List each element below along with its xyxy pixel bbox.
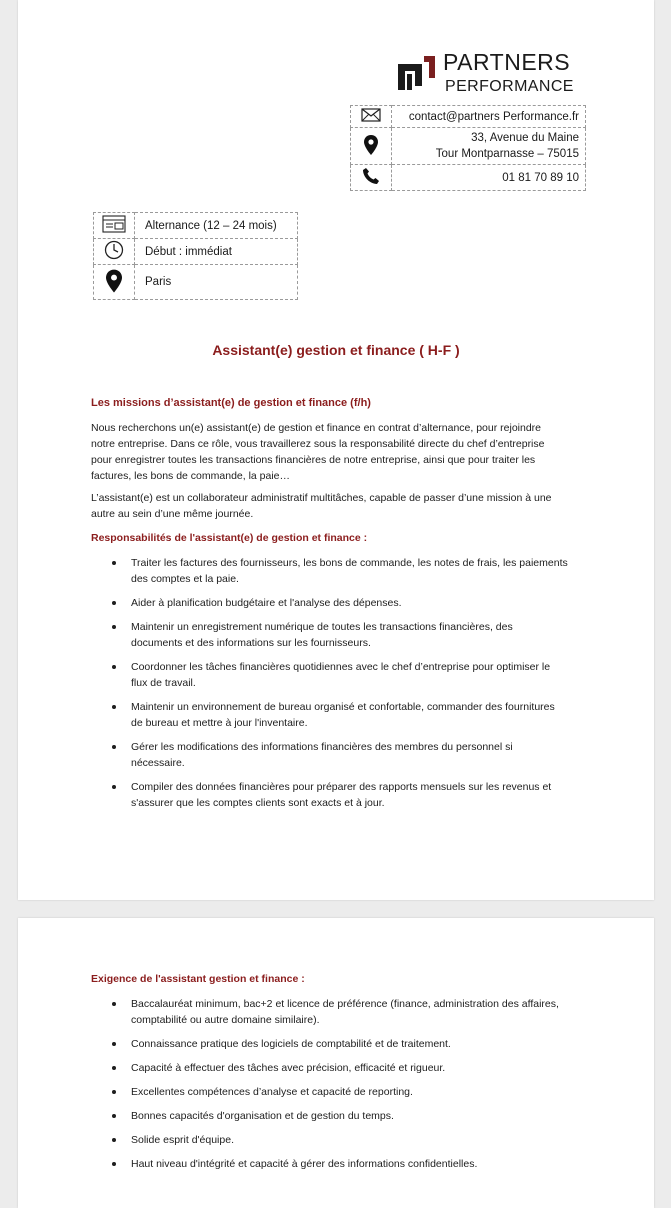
company-logo	[398, 50, 598, 100]
partners-logo-icon	[398, 54, 438, 94]
brand-name-line2: PERFORMANCE	[445, 78, 574, 95]
text-line: L’assistant(e) est un collaborateur administratif multitâches, capable de passer d’une mission à une	[91, 492, 552, 504]
list-item: Connaissance pratique des logiciels de comptabilité et de traitement.	[91, 1036, 591, 1052]
document-page-2	[18, 918, 654, 1208]
list-item: Solide esprit d'équipe.	[91, 1132, 591, 1148]
document-page-1	[18, 0, 654, 900]
text-line: Nous recherchons un(e) assistant(e) de gestion et finance en contrat d’alternance, pour rejoindre	[91, 422, 542, 434]
exigences-list	[91, 996, 591, 1180]
text-line: pour enregistrer toutes les transactions financières de notre entreprise, ainsi que pour traiter les	[91, 454, 536, 466]
location-pin-icon	[351, 128, 392, 165]
page-title: Assistant(e) gestion et finance ( H-F )	[212, 342, 460, 358]
list-item: Aider à planification budgétaire et l'analyse des dépenses.	[91, 595, 591, 611]
job-start: Début : immédiat	[135, 239, 298, 265]
list-item: Maintenir un enregistrement numérique de toutes les transactions financières, des documents et des informations sur les fournisseurs.	[91, 619, 591, 651]
missions-paragraph-1	[91, 420, 591, 484]
text-line: notre entreprise. Dans ce rôle, vous travaillerez sous la responsabilité directe du chef d’entreprise	[91, 438, 545, 450]
job-contract: Alternance (12 – 24 mois)	[135, 213, 298, 239]
address-line-2: Tour Montparnasse – 75015	[435, 148, 579, 160]
location-pin-icon	[94, 265, 135, 300]
text-line: autre au sein d’une même journée.	[91, 508, 254, 520]
job-location: Paris	[135, 265, 298, 300]
envelope-icon	[351, 106, 392, 128]
contact-table	[350, 105, 586, 191]
responsabilites-heading: Responsabilités de l'assistant(e) de gestion et finance :	[91, 532, 368, 544]
missions-heading: Les missions d’assistant(e) de gestion et finance (f/h)	[91, 397, 371, 409]
contact-address	[392, 128, 586, 165]
list-item: Gérer les modifications des informations financières des membres du personnel si nécessaire.	[91, 739, 591, 771]
job-summary-table	[93, 212, 298, 300]
responsabilites-list	[91, 555, 591, 819]
list-item: Coordonner les tâches financières quotidiennes avec le chef d’entreprise pour optimiser le flux de travail.	[91, 659, 591, 691]
list-item: Baccalauréat minimum, bac+2 et licence de préférence (finance, administration des affaires, comptabilité ou autre domaine similaire).	[91, 996, 591, 1028]
list-item: Haut niveau d'intégrité et capacité à gérer des informations confidentielles.	[91, 1156, 591, 1172]
phone-icon	[351, 165, 392, 191]
list-item: Excellentes compétences d’analyse et capacité de reporting.	[91, 1084, 591, 1100]
exigences-heading: Exigence de l'assistant gestion et finance :	[91, 973, 305, 985]
brand-name-line1: PARTNERS	[443, 49, 571, 75]
list-item: Traiter les factures des fournisseurs, les bons de commande, les notes de frais, les paiements des comptes et la paie.	[91, 555, 591, 587]
address-line-1: 33, Avenue du Maine	[471, 132, 579, 144]
list-item: Maintenir un environnement de bureau organisé et confortable, commander des fournitures de bureau et mettre à jour l'inventaire.	[91, 699, 591, 731]
text-line: factures, les bons de commande, la paie…	[91, 470, 291, 482]
contact-phone[interactable]: 01 81 70 89 10	[392, 165, 586, 191]
calendar-money-icon	[94, 213, 135, 239]
list-item: Compiler des données financières pour préparer des rapports mensuels sur les revenus et s'assurer que les comptes clients sont exacts et à jour.	[91, 779, 591, 811]
missions-paragraph-2	[91, 490, 591, 522]
list-item: Bonnes capacités d'organisation et de gestion du temps.	[91, 1108, 591, 1124]
contact-email[interactable]: contact@partners Performance.fr	[392, 106, 586, 128]
list-item: Capacité à effectuer des tâches avec précision, efficacité et rigueur.	[91, 1060, 591, 1076]
clock-icon	[94, 239, 135, 265]
